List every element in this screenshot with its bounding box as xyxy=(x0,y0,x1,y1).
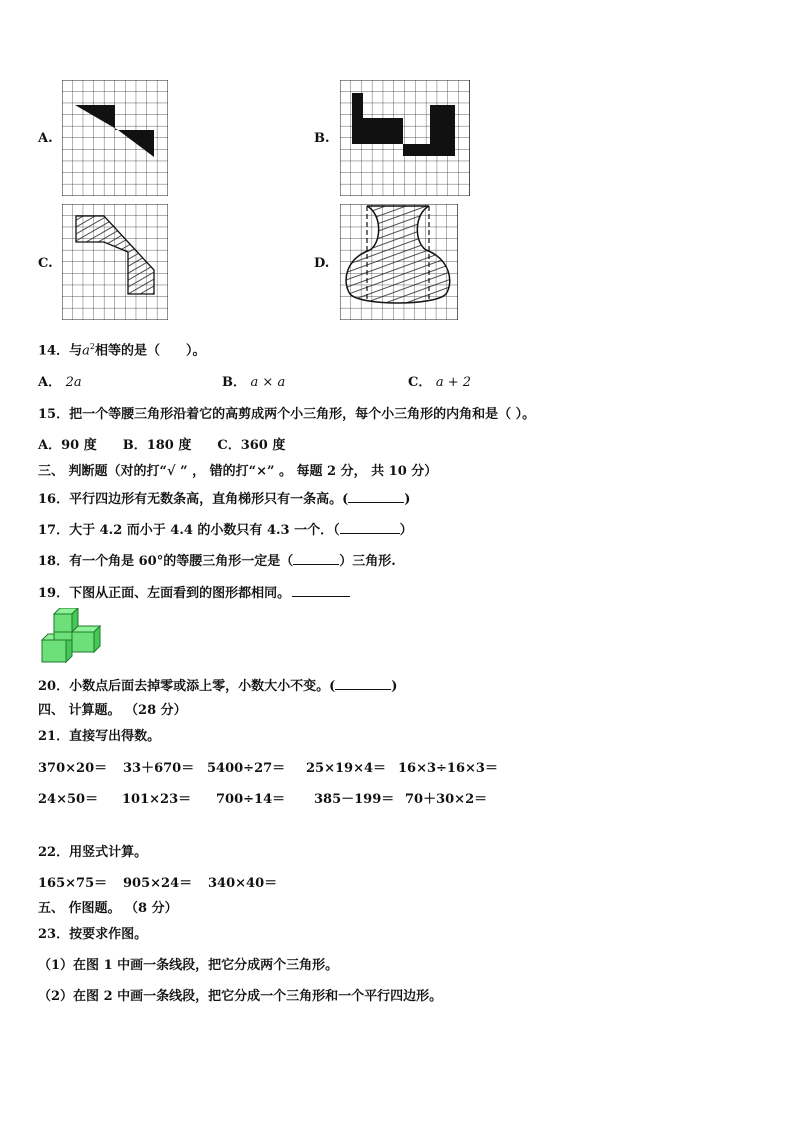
question-22: 22．用竖式计算。 xyxy=(38,845,148,860)
calc-row-1-item-3: 5400÷27＝ xyxy=(207,761,286,776)
vertical-calc-1: 165×75＝ xyxy=(38,876,108,891)
q23-part-2: （2）在图 2 中画一条线段，把它分成一个三角形和一个平行四边形。 xyxy=(38,989,443,1004)
calc-row-1-item-1: 370×20＝ xyxy=(38,761,108,776)
q23-part-1: （1）在图 1 中画一条线段，把它分成两个三角形。 xyxy=(38,958,339,973)
question-20: 20．小数点后面去掉零或添上零，小数大小不变。( ) xyxy=(38,679,398,694)
vertical-calc-3: 340×40＝ xyxy=(208,876,278,891)
cube-figure xyxy=(40,608,106,664)
option-a-label: A. xyxy=(38,131,53,146)
question-14: 14．与$a^2$相等的是（ ）。 xyxy=(38,342,206,359)
calc-row-2-item-1: 24×50＝ xyxy=(38,792,99,807)
calc-row-1-item-5: 16×3÷16×3＝ xyxy=(398,761,498,776)
question-17: 17．大于 4.2 而小于 4.4 的小数只有 4.3 一个．（ ） xyxy=(38,523,413,538)
question-21: 21．直接写出得数。 xyxy=(38,729,161,744)
calc-row-2-item-3: 700÷14＝ xyxy=(216,792,286,807)
q14-option-a: A． 2a xyxy=(38,375,82,390)
calc-row-2-item-4: 385－199＝ xyxy=(314,792,395,807)
calc-row-1-item-4: 25×19×4＝ xyxy=(306,761,387,776)
q14-option-c: C． a + 2 xyxy=(408,375,472,390)
section-4-heading: 四、 计算题。 （28 分） xyxy=(38,703,187,718)
grid-figure-a xyxy=(62,80,168,196)
question-18: 18．有一个角是 60°的等腰三角形一定是（ ）三角形. xyxy=(38,554,396,569)
section-5-heading: 五、 作图题。 （8 分） xyxy=(38,901,178,916)
vertical-calc-2: 905×24＝ xyxy=(123,876,193,891)
question-19: 19．下图从正面、左面看到的图形都相同。 xyxy=(38,584,350,602)
q15-options: A．90 度 B．180 度 C．360 度 xyxy=(38,438,286,453)
calc-row-2-item-2: 101×23＝ xyxy=(122,792,192,807)
option-c-label: C. xyxy=(38,256,53,271)
grid-figure-d xyxy=(340,204,458,320)
calc-row-2-item-5: 70＋30×2＝ xyxy=(405,792,488,807)
question-16: 16．平行四边形有无数条高，直角梯形只有一条高。( ) xyxy=(38,492,411,507)
grid-figure-c xyxy=(62,204,168,320)
q14-option-b: B． a × a xyxy=(222,375,286,390)
calc-row-1-item-2: 33＋670＝ xyxy=(123,761,195,776)
grid-figure-b xyxy=(340,80,470,196)
option-b-label: B. xyxy=(314,131,330,146)
question-15: 15．把一个等腰三角形沿着它的高剪成两个小三角形，每个小三角形的内角和是（ ）。 xyxy=(38,407,536,422)
section-3-heading: 三、 判断题（对的打“√ ” ， 错的打“×” 。 每题 2 分， 共 10 分） xyxy=(38,464,438,479)
option-d-label: D. xyxy=(314,256,330,271)
question-23: 23．按要求作图。 xyxy=(38,927,148,942)
